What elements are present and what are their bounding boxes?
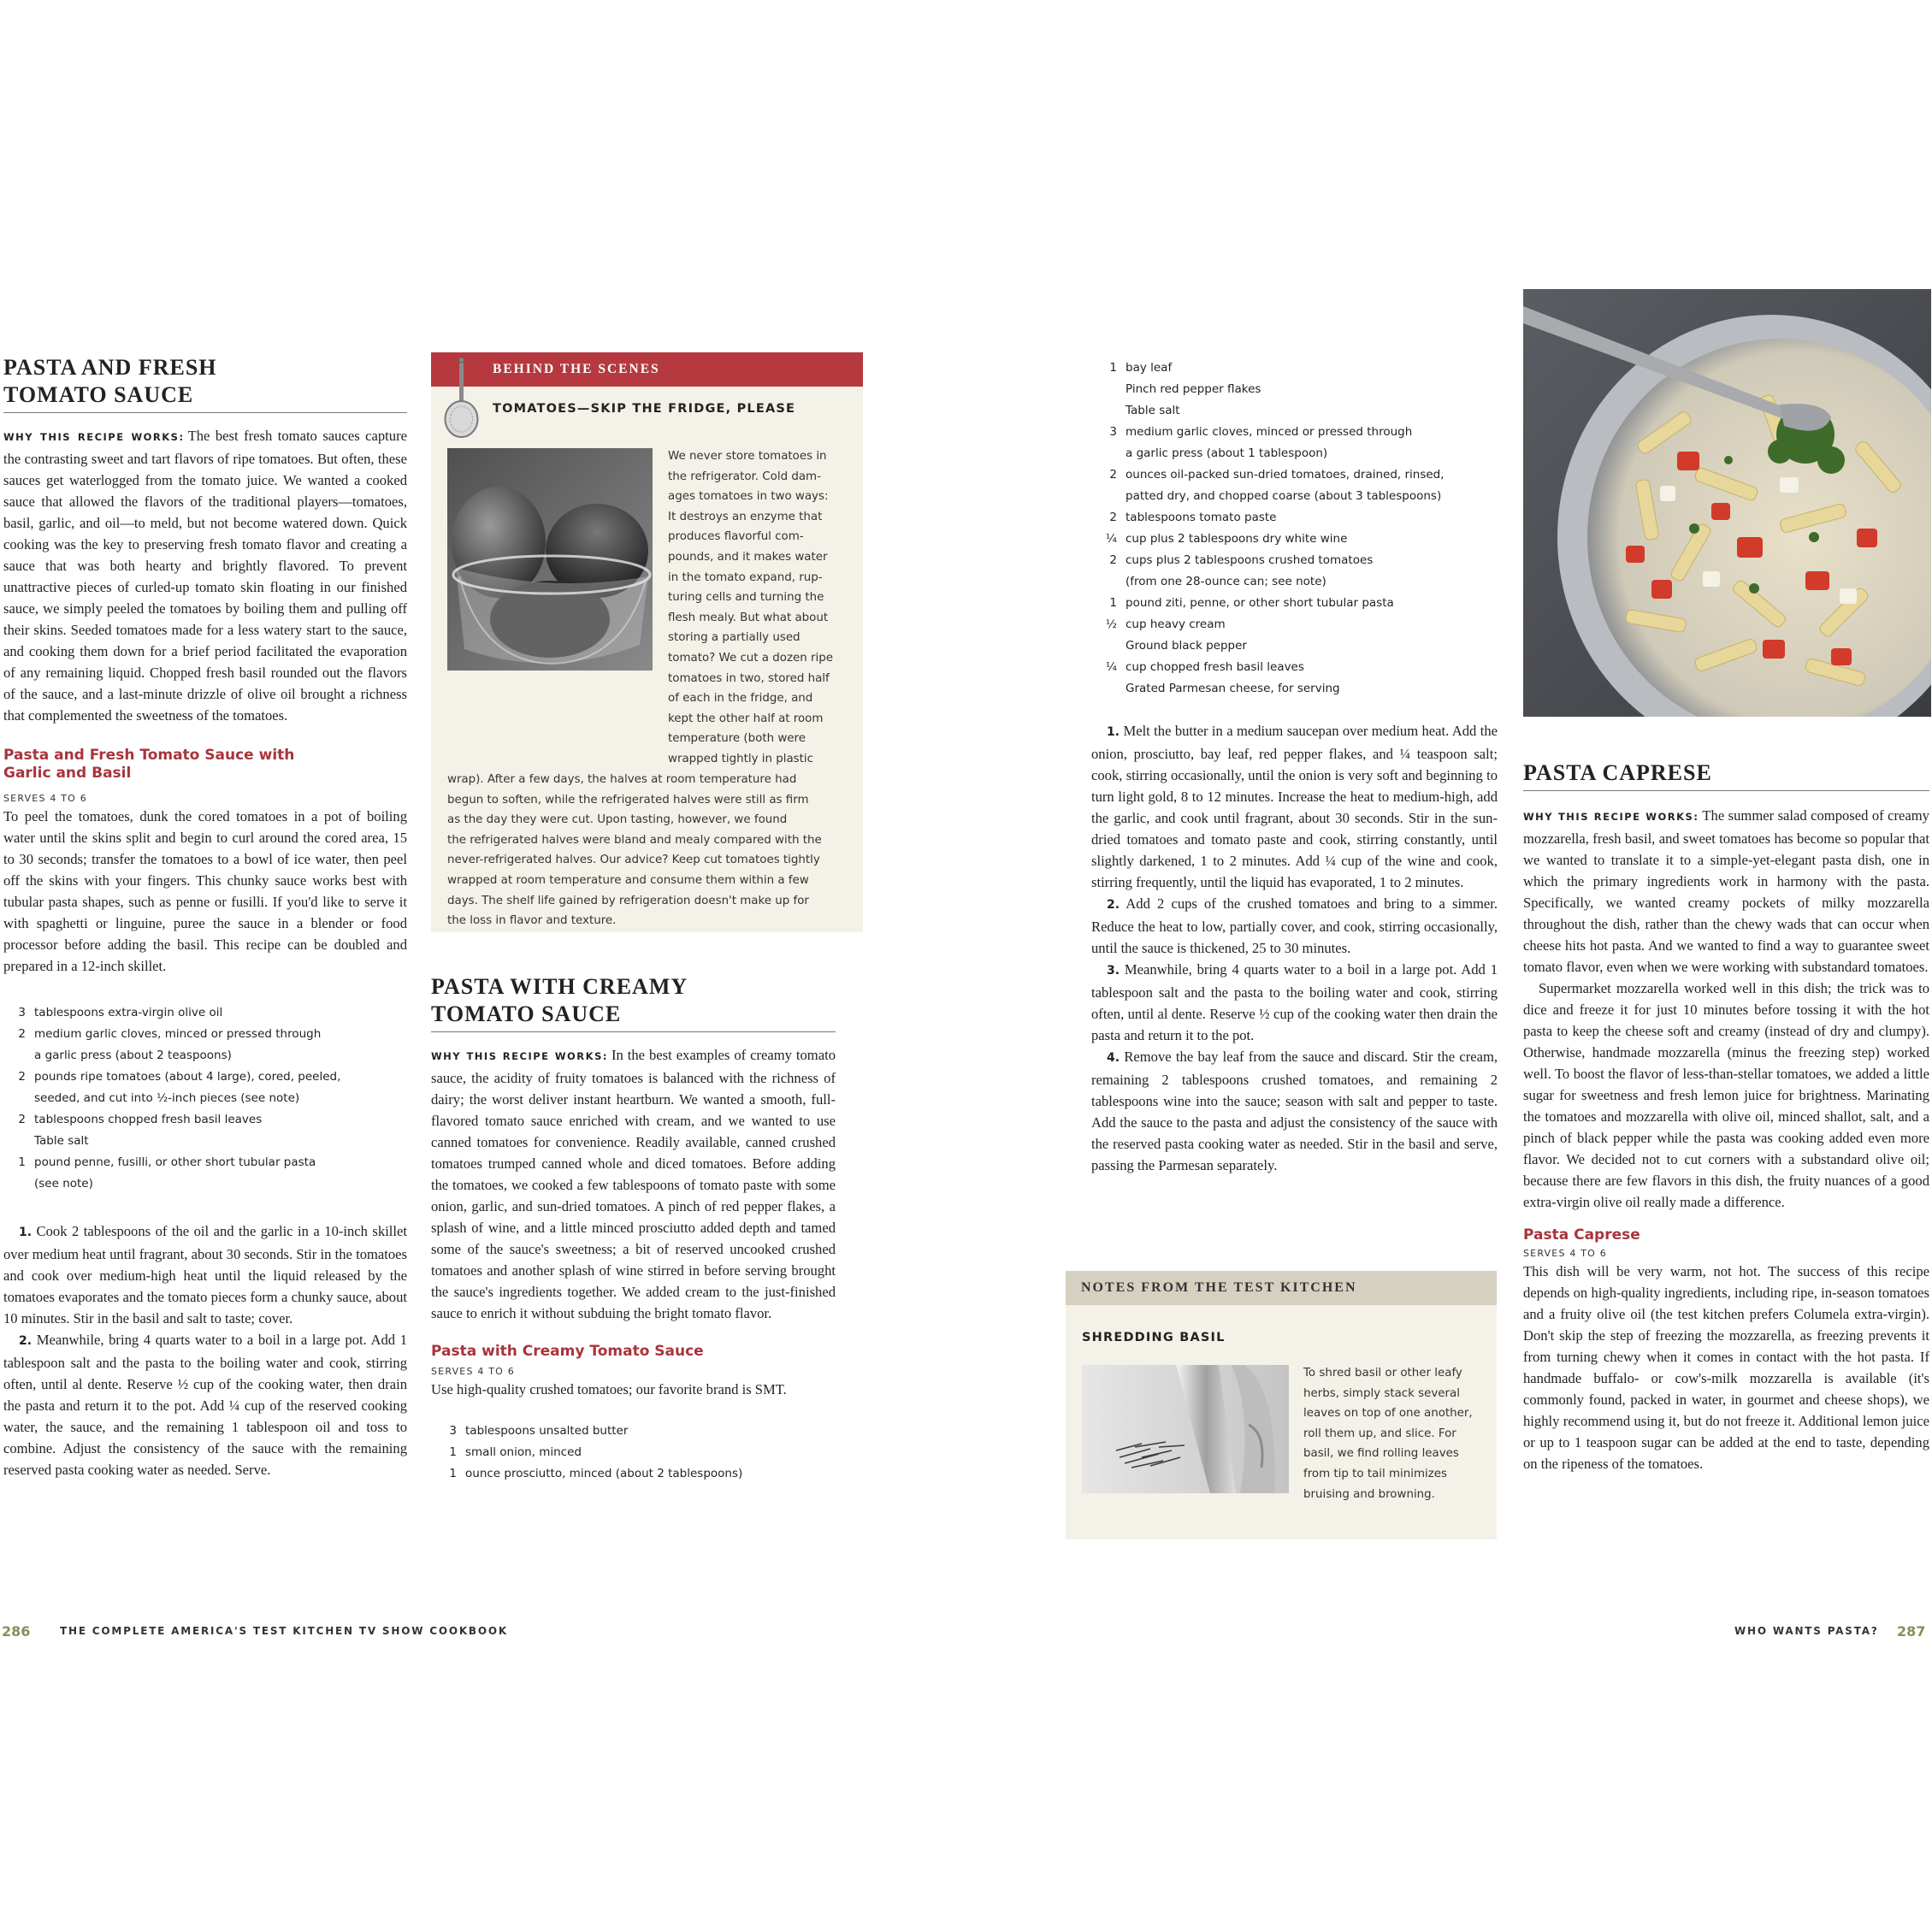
step-text: Melt the butter in a medium saucepan over medium heat. Add the onion, prosciutto, bay leaf, red pepper flakes, and ¼ teaspoon salt; cook, stirring occasionally, until the onion is very soft and beginning to turn light gold, 8 to 12 minutes. Increase the heat to medium-high, add the garlic, and cook until fragrant, about 30 seconds. Stir in the sun-dried tomatoes and tomato paste and cook, stirring constantly, until slightly darkened, 1 to 2 minutes. Add ¼ cup of the wine and cook, stirring frequently, until the liquid has evaporated, 1 to 2 minutes. (1091, 723, 1498, 890)
text-line: temperature (both were (668, 732, 806, 746)
ingredient-text: (from one 28-ounce can; see note) (1126, 575, 1326, 588)
recipe-subtitle: Pasta Caprese (1523, 1226, 1640, 1244)
ingredient-quantity: 2 (1109, 553, 1117, 567)
ingredient-text: seeded, and cut into ½-inch pieces (see note) (34, 1091, 300, 1105)
text-line: basil, we find rolling leaves (1303, 1447, 1459, 1461)
shredding-basil-photo (1082, 1365, 1289, 1493)
text-line: as the day they were cut. Upon tasting, however, we found (447, 813, 788, 827)
recipe-step (3, 1329, 407, 1480)
recipe-step (3, 1220, 407, 1329)
box-text-full (447, 770, 858, 931)
text-line: days. The shelf life gained by refrigeration doesn't make up for (447, 894, 809, 907)
text-line: kept the other half at room (668, 712, 824, 725)
ingredient-item (1091, 400, 1519, 422)
step-list (3, 1220, 407, 1480)
ingredient-item (1091, 486, 1519, 507)
ingredient-quantity: ¼ (1105, 660, 1117, 674)
tomato-bowl-photo (447, 448, 653, 671)
ladle-icon (443, 357, 481, 440)
recipe-step (1091, 720, 1498, 893)
ingredient-item (1091, 593, 1519, 614)
text-line: tomatoes in two, stored half (668, 671, 830, 685)
text-line: tomato? We cut a dozen ripe (668, 651, 833, 665)
recipe-title: PASTA AND FRESH TOMATO SAUCE (3, 354, 407, 413)
ingredient-text: cup heavy cream (1126, 617, 1226, 631)
text-line: To shred basil or other leafy (1303, 1367, 1462, 1380)
text-line: We never store tomatoes in (668, 450, 827, 463)
ingredient-item (1091, 379, 1519, 400)
ingredient-text: Table salt (34, 1134, 89, 1148)
ingredient-quantity: ½ (1105, 617, 1117, 631)
ingredient-list-cont (1091, 357, 1519, 700)
ingredient-item (431, 1421, 836, 1442)
step-number: 3. (1107, 964, 1120, 978)
ingredient-text: Grated Parmesan cheese, for serving (1126, 682, 1340, 695)
text-line: from tip to tail minimizes (1303, 1467, 1447, 1480)
why-this-recipe-works: WHY THIS RECIPE WORKS: In the best examples of creamy tomato sauce, the acidity of fruity tomatoes is balanced with the richness of dairy; the worst deliver instant heartburn. We wanted a smooth, full-flavored tomato sauce enriched with cream, and we wanted to use canned tomatoes for convenience. Readily available, canned crushed tomatoes trumped canned whole and diced tomatoes. Before adding the tomatoes, we cooked a few tablespoons of tomato paste with some onion, garlic, and sun-dried tomatoes. A pinch of red pepper flakes, a splash of wine, and a little minced prosciutto added depth and tamed some of the sauce's sweetness; a bit of reserved uncooked crushed tomatoes and another splash of wine stirred in before serving brought the sauce's ingredients together. We added cream to the just-finished sauce to enrich it without subduing the bright tomato flavor. (431, 1047, 836, 1321)
recipe-intro: To peel the tomatoes, dunk the cored tomatoes in a pot of boiling water until the skins split and begin to curl around the cored area, 15 to 30 seconds; transfer the tomatoes to a bowl of ice water, then peel off the skins with your fingers. This chunky sauce works best with tubular pasta shapes, such as penne or fusilli. If you'd like to serve it with spaghetti or linguine, puree the sauce in a blender or food processor before adding the basil. This recipe can be doubled and prepared in a 12-inch skillet. (3, 808, 407, 974)
page-number-right: 287 (1897, 1623, 1926, 1640)
step-text: Meanwhile, bring 4 quarts water to a boil in a large pot. Add 1 tablespoon salt and the pasta to the boiling water and cook, stirring often, until al dente. Reserve ½ cup of the cooking water then drain the pasta and return it to the pot. (1091, 961, 1498, 1043)
ingredient-quantity (1091, 400, 1126, 422)
ingredient-text: (see note) (34, 1177, 93, 1191)
text-line: wrapped tightly in plastic (668, 752, 813, 765)
ingredient-text: tablespoons extra-virgin olive oil (34, 1006, 223, 1019)
ingredient-item (431, 1463, 836, 1485)
box-text-side (668, 446, 858, 770)
ingredient-quantity: 1 (1109, 596, 1117, 610)
ingredient-quantity (0, 1045, 34, 1066)
step-text: Cook 2 tablespoons of the oil and the garlic in a 10-inch skillet over medium heat until fragrant, about 30 seconds. Stir in the tomatoes and cook over medium-high heat until the liquid released by the tomatoes evaporates and the tomato pieces form a chunky sauce, about 10 minutes. Stir in the basil and salt to taste; cover. (3, 1223, 407, 1326)
ingredient-item (1091, 550, 1519, 571)
ingredient-list (431, 1421, 836, 1485)
ingredient-item (1091, 571, 1519, 593)
running-footer-left: THE COMPLETE AMERICA'S TEST KITCHEN TV SHOW COOKBOOK (60, 1625, 508, 1637)
ingredient-quantity: ¼ (1105, 532, 1117, 546)
ingredient-quantity: 3 (1109, 425, 1117, 439)
step-number: 4. (1107, 1051, 1120, 1065)
ingredient-item (0, 1002, 407, 1024)
box-header: NOTES FROM THE TEST KITCHEN (1066, 1271, 1497, 1305)
step-number: 1. (19, 1226, 32, 1239)
box-text (1303, 1363, 1492, 1504)
box-title: TOMATOES—SKIP THE FRIDGE, PLEASE (493, 402, 796, 416)
ingredient-item (0, 1173, 407, 1195)
recipe-title: PASTA CAPRESE (1523, 759, 1929, 791)
ingredient-item (1091, 422, 1519, 443)
ingredient-quantity: 2 (1109, 468, 1117, 482)
ingredient-item (1091, 507, 1519, 529)
box-title: SHREDDING BASIL (1082, 1331, 1226, 1344)
text-line: wrapped at room temperature and consume them within a few (447, 873, 809, 887)
ingredient-quantity (1091, 379, 1126, 400)
ingredient-text: pound penne, fusilli, or other short tubular pasta (34, 1155, 316, 1169)
ingredient-quantity: 2 (18, 1113, 26, 1126)
serves: SERVES 4 TO 6 (431, 1366, 515, 1377)
ingredient-text: cups plus 2 tablespoons crushed tomatoes (1126, 553, 1374, 567)
step-number: 2. (19, 1334, 32, 1348)
recipe-subtitle: Pasta with Creamy Tomato Sauce (431, 1343, 704, 1360)
ingredient-quantity (1091, 635, 1126, 657)
ingredient-text: Table salt (1126, 404, 1180, 417)
notes-test-kitchen-box (1066, 1271, 1497, 1539)
serves: SERVES 4 TO 6 (1523, 1248, 1607, 1259)
ingredient-item (0, 1152, 407, 1173)
step-list (1091, 720, 1498, 1176)
ingredient-text: Ground black pepper (1126, 639, 1247, 653)
ingredient-text: tablespoons chopped fresh basil leaves (34, 1113, 263, 1126)
text-line: leaves on top of one another, (1303, 1407, 1473, 1421)
ingredient-item (1091, 635, 1519, 657)
ingredient-text: medium garlic cloves, minced or pressed through (34, 1027, 322, 1041)
ingredient-text: cup chopped fresh basil leaves (1126, 660, 1304, 674)
ingredient-text: ounce prosciutto, minced (about 2 tablespoons) (465, 1467, 743, 1480)
recipe-step (1091, 893, 1498, 959)
why-this-recipe-works: WHY THIS RECIPE WORKS: The best fresh tomato sauces capture the contrasting sweet and tart flavors of ripe tomatoes. But often, these sauces get waterlogged from the tomato juice. We wanted a cooked sauce that allowed the flavors of the traditional players—tomatoes, basil, garlic, and oil—to meld, but not become watered down. Quick cooking was the key to preserving fresh tomato flavor and creating a sauce that was both hearty and brightly flavored. To prevent unattractive pieces of curled-up tomato skin floating in our finished sauce, we simply peeled the tomatoes by boiling them and pulling off their skins. Seeded tomatoes made for a less watery start to the sauce, and cooking them down for a brief period facilitated the evaporation of any remaining liquid. Chopped fresh basil rounded out the flavors of the sauce, and a last-minute drizzle of olive oil brought a richness that complemented the sweetness of the tomatoes. (3, 428, 407, 724)
ingredient-text: a garlic press (about 1 tablespoon) (1126, 446, 1328, 460)
text-line: roll them up, and slice. For (1303, 1427, 1456, 1440)
text-line: produces flavorful com- (668, 530, 804, 544)
ingredient-item (1091, 657, 1519, 678)
ingredient-text: ounces oil-packed sun-dried tomatoes, drained, rinsed, (1126, 468, 1445, 482)
ingredient-quantity: 3 (449, 1424, 457, 1438)
ingredient-item (431, 1442, 836, 1463)
ingredient-quantity: 3 (18, 1006, 26, 1019)
text-line: begun to soften, while the refrigerated halves were still as firm (447, 793, 809, 806)
text-line: the loss in flavor and texture. (447, 914, 617, 928)
ingredient-text: cup plus 2 tablespoons dry white wine (1126, 532, 1348, 546)
ingredient-quantity: 2 (18, 1027, 26, 1041)
recipe-title: PASTA WITH CREAMY TOMATO SAUCE (431, 973, 836, 1032)
ingredient-quantity (1091, 678, 1126, 700)
ingredient-text: tablespoons unsalted butter (465, 1424, 629, 1438)
ingredient-item (1091, 443, 1519, 464)
ingredient-quantity: 2 (1109, 511, 1117, 524)
running-footer-right: WHO WANTS PASTA? (1734, 1625, 1879, 1637)
ingredient-text: tablespoons tomato paste (1126, 511, 1277, 524)
pasta-caprese-photo (1523, 289, 1931, 717)
page-number-left: 286 (2, 1623, 31, 1640)
ingredient-text: bay leaf (1126, 361, 1173, 375)
ingredient-quantity (0, 1088, 34, 1109)
text-line: herbs, simply stack several (1303, 1386, 1460, 1400)
ingredient-quantity (0, 1131, 34, 1152)
ingredient-item (1091, 464, 1519, 486)
ingredient-quantity (1091, 443, 1126, 464)
ingredient-item (0, 1024, 407, 1045)
ingredient-text: small onion, minced (465, 1445, 582, 1459)
why-this-recipe-works: WHY THIS RECIPE WORKS: The summer salad composed of creamy mozzarella, fresh basil, and sweet tomatoes has become so popular that we wanted to translate it to a simple-yet-elegant pasta dish, one in which the primary ingredients work in harmony with the pasta. Specifically, we wanted creamy pockets of milky mozzarella throughout the dish, rather than the chewy wads that can occur when cheese hits hot pasta. And we wanted to find a way to guarantee sweet tomato flavor, even when we were working with substandard tomatoes. (1523, 807, 1929, 975)
step-number: 2. (1107, 898, 1120, 912)
step-text: Remove the bay leaf from the sauce and discard. Stir the cream, remaining 2 tablespoons crushed tomatoes, and remaining 2 tablespoons wine into the sauce; season with salt and pepper to taste. Add the sauce to the pasta and adjust the consistency of the sauce with the reserved pasta cooking water as needed. Stir in the basil and serve, passing the Parmesan separately. (1091, 1049, 1498, 1173)
text-line: the refrigerated halves were bland and mealy compared with the (447, 833, 822, 847)
text-line: ages tomatoes in two ways: (668, 490, 829, 504)
ingredient-quantity: 1 (449, 1445, 457, 1459)
text-line: never-refrigerated halves. Our advice? Keep cut tomatoes tightly (447, 854, 820, 867)
ingredient-item (0, 1066, 407, 1088)
ingredient-item (0, 1045, 407, 1066)
recipe-pasta-caprese (1523, 759, 1929, 1474)
ingredient-text: pounds ripe tomatoes (about 4 large), cored, peeled, (34, 1070, 341, 1084)
ingredient-list (0, 1002, 407, 1195)
text-line: in the tomato expand, rup- (668, 570, 823, 584)
ingredient-item (1091, 357, 1519, 379)
text-line: pounds, and it makes water (668, 550, 828, 564)
recipe-step (1091, 959, 1498, 1046)
ingredient-item (0, 1088, 407, 1109)
recipe-pasta-fresh-tomato (3, 354, 407, 1480)
ingredient-text: Pinch red pepper flakes (1126, 382, 1261, 396)
ingredient-item (1091, 529, 1519, 550)
ingredient-item (1091, 614, 1519, 635)
box-header: BEHIND THE SCENES (431, 352, 863, 387)
text-line: bruising and browning. (1303, 1487, 1435, 1501)
ingredient-item (0, 1131, 407, 1152)
ingredient-quantity: 1 (18, 1155, 26, 1169)
ingredient-quantity: 1 (449, 1467, 457, 1480)
ingredient-text: pound ziti, penne, or other short tubular pasta (1126, 596, 1394, 610)
text-line: storing a partially used (668, 631, 801, 645)
recipe-paragraph: Supermarket mozzarella worked well in this dish; the trick was to dice and freeze it for just 10 minutes before tossing it with the hot pasta to keep the cheese soft and creamy (instead of dry and clumpy). Otherwise, handmade mozzarella (minus the freezing step) worked well. To boost the flavor of less-than-stellar tomatoes, we added a little sugar for sweetness and fresh lemon juice for brightness. Marinating the tomatoes and mozzarella with olive oil, minced shallot, salt, and a pinch of black pepper while the pasta was cooking added even more flavor. We decided not to cut corners with a substandard olive oil; because there are few flavors in this dish, the fruity nuances of a good extra-virgin olive oil really made a difference. (1523, 980, 1929, 1210)
step-text: Add 2 cups of the crushed tomatoes and bring to a simmer. Reduce the heat to low, partially cover, and cook, stirring occasionally, until the sauce is thickened, 25 to 30 minutes. (1091, 895, 1498, 956)
ingredient-quantity (1091, 571, 1126, 593)
recipe-intro: This dish will be very warm, not hot. The success of this recipe depends on high-quality ingredients, including ripe, in-season tomatoes and a fruity olive oil (the test kitchen prefers Columela extra-virgin). Don't skip the step of freezing the mozzarella, as freezing prevents it from turning chewy when it comes in contact with the hot pasta. If handmade buffalo- or cow's-milk mozzarella is available (it's commonly found, packed in water, in gourmet and cheese shops), we highly recommend using it, but do not freeze it. Additional lemon juice or up to 1 teaspoon sugar can be added at the end to taste, depending on the ripeness of the tomatoes. (1523, 1263, 1929, 1472)
recipe-subtitle: Pasta and Fresh Tomato Sauce with Garlic and Basil (3, 747, 295, 782)
text-line: wrap). After a few days, the halves at room temperature had (447, 773, 797, 786)
behind-the-scenes-box (431, 352, 863, 932)
ingredient-text: medium garlic cloves, minced or pressed through (1126, 425, 1413, 439)
recipe-step (1091, 1046, 1498, 1176)
ingredient-quantity: 2 (18, 1070, 26, 1084)
text-line: turing cells and turning the (668, 591, 824, 605)
recipe-pasta-creamy-tomato (431, 973, 836, 1485)
text-line: of each in the fridge, and (668, 692, 813, 706)
step-text: Meanwhile, bring 4 quarts water to a boil in a large pot. Add 1 tablespoon salt and the pasta to the boiling water and cook, stirring often, until al dente. Reserve ½ cup of the cooking water, then drain the pasta and return it to the pot. Add ¼ cup of the reserved cooking water, the sauce, and the remaining 1 tablespoon oil and toss to combine. Adjust the consistency of the sauce with the remaining reserved pasta cooking water as needed. Serve. (3, 1332, 407, 1478)
ingredient-text: patted dry, and chopped coarse (about 3 tablespoons) (1126, 489, 1442, 503)
ingredient-quantity (0, 1173, 34, 1195)
step-number: 1. (1107, 725, 1120, 739)
text-line: flesh mealy. But what about (668, 611, 829, 624)
ingredient-quantity (1091, 486, 1126, 507)
text-line: the refrigerator. Cold dam- (668, 470, 821, 483)
serves: SERVES 4 TO 6 (3, 793, 87, 804)
ingredient-item (0, 1109, 407, 1131)
ingredient-text: a garlic press (about 2 teaspoons) (34, 1049, 232, 1062)
recipe-intro: Use high-quality crushed tomatoes; our favorite brand is SMT. (431, 1381, 787, 1397)
text-line: It destroys an enzyme that (668, 510, 823, 523)
ingredient-item (1091, 678, 1519, 700)
ingredient-quantity: 1 (1109, 361, 1117, 375)
